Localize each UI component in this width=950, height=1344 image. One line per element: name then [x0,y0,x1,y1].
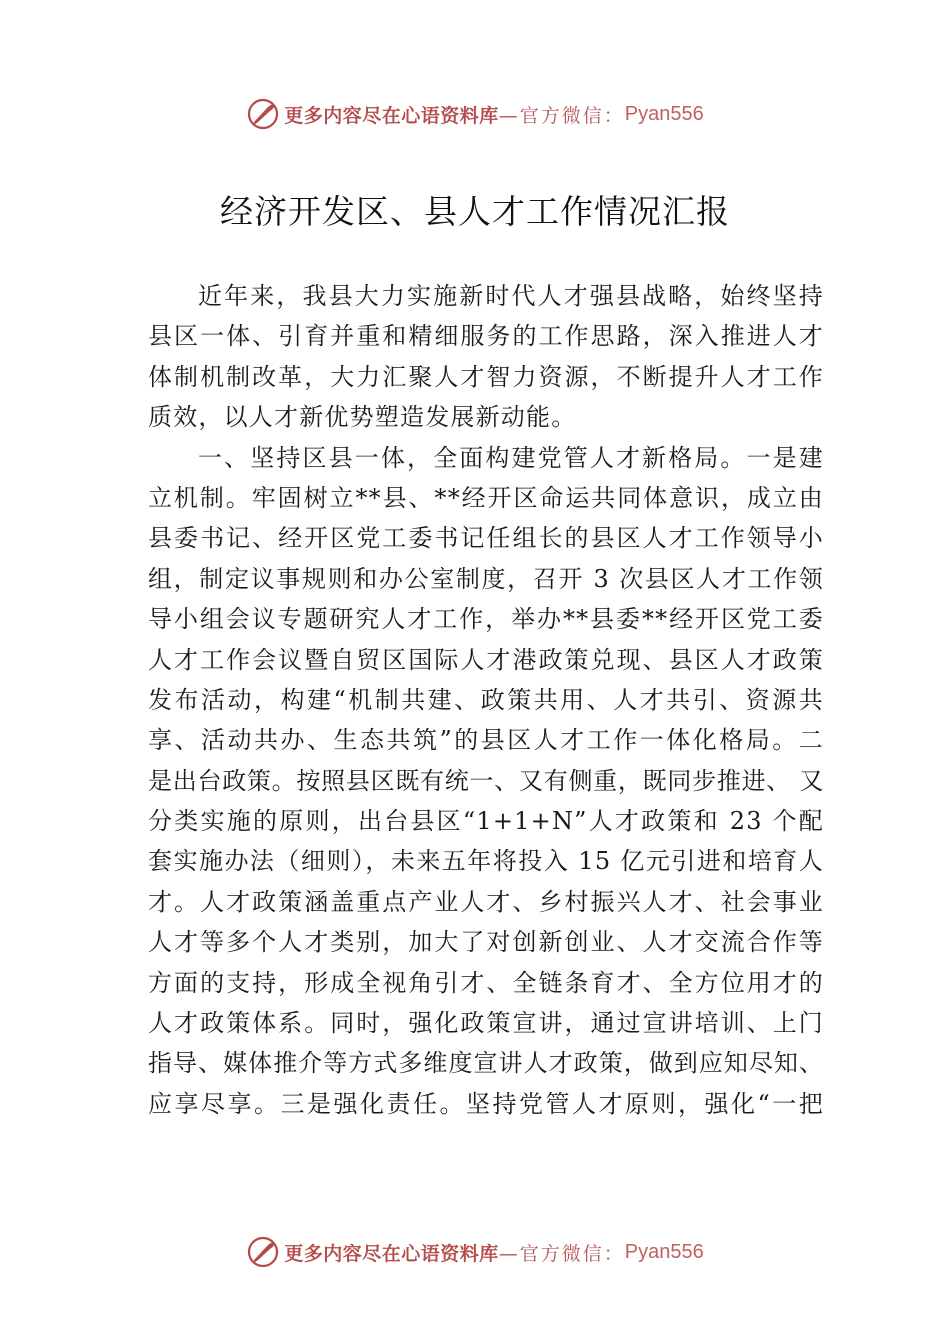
body-line: 才。人才政策涵盖重点产业人才、乡村振兴人才、社会事业 [148,887,824,916]
body-line: 享、活动共办、生态共筑”的县区人才工作一体化格局。二 [148,726,824,755]
quill-logo-icon [246,1235,280,1269]
banner-text-id: Pyan556 [624,102,704,125]
footer-watermark-banner [0,1232,950,1272]
body-line: 立机制。牢固树立**县、**经开区命运共同体意识，成立由 [148,483,824,512]
banner-text-main: 更多内容尽在心语资料库 [284,104,499,127]
body-line: 发布活动，构建“机制共建、政策共用、人才共引、资源共 [148,685,824,714]
body-line: 县委书记、经开区党工委书记任组长的县区人才工作领导小 [148,524,824,553]
body-line: 分类实施的原则，出台县区“1+1+N”人才政策和 23 个配 [148,807,824,836]
body-line: 县区一体、引育并重和精细服务的工作思路，深入推进人才 [148,322,824,351]
body-line: 人才等多个人才类别，加大了对创新创业、人才交流合作等 [148,928,824,957]
body-line: 指导、媒体推介等方式多维度宣讲人才政策，做到应知尽知、 [148,1049,824,1078]
banner-text-id: Pyan556 [624,1240,704,1263]
banner-text-wechat: —官方微信： [498,104,625,127]
banner-text-wechat: —官方微信： [498,1242,625,1265]
body-line: 质效，以人才新优势塑造发展新动能。 [148,403,577,432]
body-line: 是出台政策。按照县区既有统一、又有侧重，既同步推进、 又 [148,766,824,795]
header-watermark-banner [0,94,950,134]
quill-logo-icon [246,97,280,131]
banner-text-main: 更多内容尽在心语资料库 [284,1242,499,1265]
body-line: 方面的支持，形成全视角引才、全链条育才、全方位用才的 [148,968,824,997]
body-line: 套实施办法（细则），未来五年将投入 15 亿元引进和培育人 [148,847,824,876]
body-line: 导小组会议专题研究人才工作，举办**县委**经开区党工委 [148,605,824,634]
body-line: 应享尽享。三是强化责任。坚持党管人才原则，强化“一把 [148,1089,824,1118]
body-line: 组，制定议事规则和办公室制度，召开 3 次县区人才工作领 [148,564,824,593]
body-line: 体制机制改革，大力汇聚人才智力资源，不断提升人才工作 [148,362,824,391]
body-line: 人才工作会议暨自贸区国际人才港政策兑现、县区人才政策 [148,645,824,674]
document-body [148,276,824,1124]
body-line: 一、坚持区县一体，全面构建党管人才新格局。一是建 [198,443,824,472]
body-line: 近年来，我县大力实施新时代人才强县战略，始终坚持 [198,282,824,310]
body-line: 人才政策体系。同时，强化政策宣讲，通过宣讲培训、上门 [148,1009,824,1038]
document-title: 经济开发区、县人才工作情况汇报 [220,192,730,231]
